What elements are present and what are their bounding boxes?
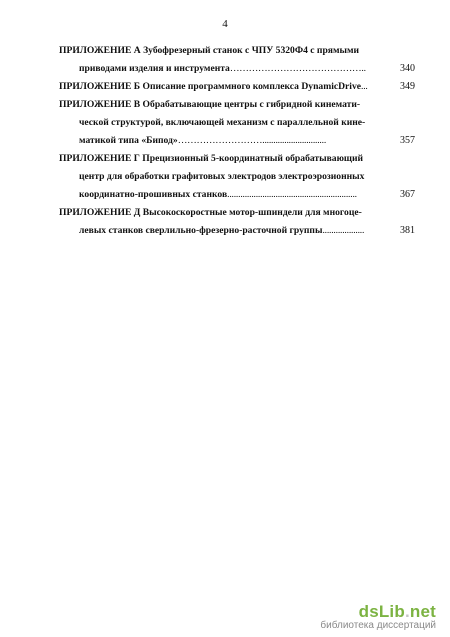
- toc-text: приводами изделия и инструмента: [79, 63, 230, 74]
- toc-text: ПРИЛОЖЕНИЕ А Зубофрезерный станок с ЧПУ 5320Ф4 с прямыми: [59, 45, 360, 56]
- toc-page-number: 381: [400, 225, 415, 236]
- toc-leader: ……………………………………..: [229, 63, 366, 74]
- table-of-contents: [59, 42, 415, 240]
- toc-text: ПРИЛОЖЕНИЕ Б Описание программного комплекса DynamicDrive: [59, 81, 362, 92]
- toc-line: [59, 222, 415, 240]
- watermark-logo: [320, 602, 436, 622]
- watermark-dot: .: [404, 602, 410, 621]
- toc-entry-g: [59, 150, 415, 204]
- toc-text: ПРИЛОЖЕНИЕ Д Высокоскоростные мотор-шпиндели для многоце-: [59, 207, 362, 218]
- watermark-tld: net: [409, 602, 436, 621]
- toc-page-number: 349: [400, 81, 415, 92]
- toc-leader: ……………………….............................: [177, 135, 327, 146]
- toc-line: [59, 168, 397, 186]
- toc-text: матикой типа «Бипод»: [79, 135, 178, 146]
- toc-text: координатно-прошивных станков: [79, 189, 228, 200]
- toc-line: [59, 186, 415, 204]
- toc-line: [59, 96, 397, 114]
- toc-line: [59, 78, 415, 96]
- toc-page-number: 367: [400, 189, 415, 200]
- watermark-subtitle: библиотека диссертаций: [320, 620, 436, 631]
- toc-line: [59, 204, 397, 222]
- toc-text: ПРИЛОЖЕНИЕ Г Прецизионный 5-координатный обрабатывающий: [59, 153, 364, 164]
- watermark-brand: dsLib: [358, 602, 405, 621]
- toc-line: [59, 42, 397, 60]
- toc-line: [59, 60, 415, 78]
- toc-text: ПРИЛОЖЕНИЕ В Обрабатывающие центры с гибридной кинемати-: [59, 99, 361, 110]
- toc-text: левых станков сверлильно-фрезерно-расточной группы: [79, 225, 323, 236]
- toc-page-number: 357: [400, 135, 415, 146]
- toc-leader: ...................: [322, 225, 365, 236]
- toc-entry-v: [59, 96, 415, 150]
- toc-line: [59, 114, 397, 132]
- toc-leader: ...: [361, 81, 368, 92]
- toc-entry-d: [59, 204, 415, 240]
- toc-entry-a: [59, 42, 415, 78]
- toc-text: ческой структурой, включающей механизм с параллельной кине-: [79, 117, 366, 128]
- toc-line: [59, 150, 397, 168]
- toc-entry-b: [59, 78, 415, 96]
- page-number: 4: [222, 18, 228, 30]
- toc-leader: ...........................................................: [227, 189, 357, 200]
- watermark: [320, 602, 436, 631]
- toc-line: [59, 132, 415, 150]
- toc-page-number: 340: [400, 63, 415, 74]
- toc-text: центр для обработки графитовых электродов электроэрозионных: [79, 171, 365, 182]
